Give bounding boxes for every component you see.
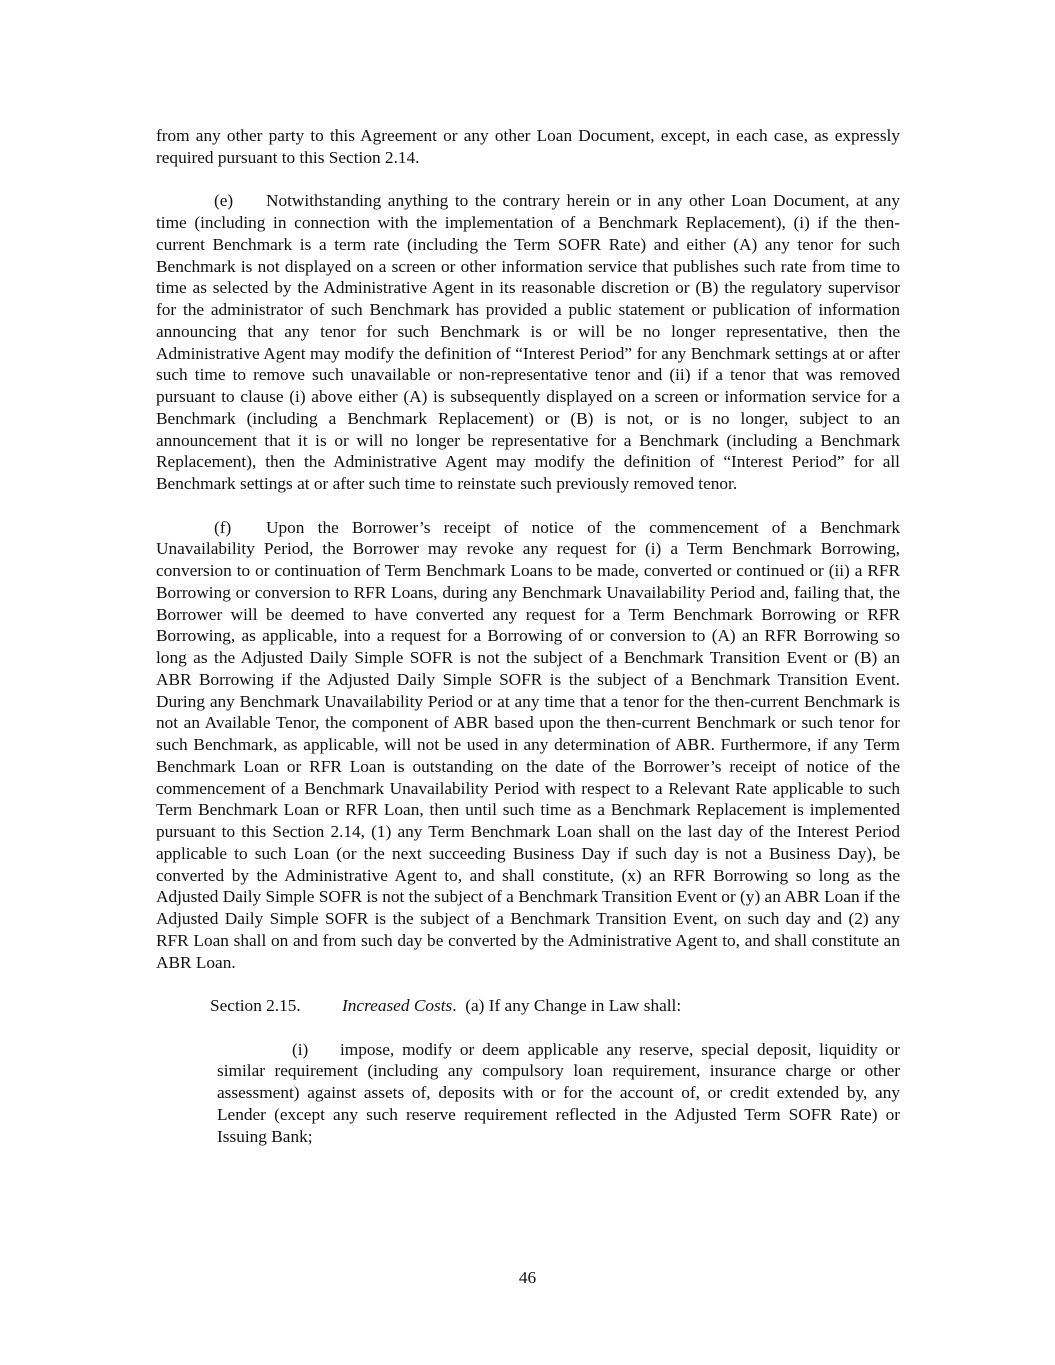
- section-title-punct: .: [452, 996, 457, 1015]
- document-page: [156, 125, 900, 1147]
- page-number: 46: [518, 1268, 537, 1287]
- paragraph-f-label: (f): [214, 517, 232, 537]
- paragraph-spacer: [156, 1017, 900, 1039]
- section-number: Section 2.15.: [210, 996, 301, 1015]
- paragraph-e: [156, 190, 900, 495]
- clause-i: [217, 1039, 900, 1148]
- paragraph-f-text: Upon the Borrower’s receipt of notice of the commencement of a Benchmark Unavailability Period, the Borrower may revoke any request for (i) a Term Benchmark Borrowing, conversion to or continuation of Term Benchmark Loans to be made, converted or continued or (ii) a RFR Borrowing or conversion to RFR Loans, during any Benchmark Unavailability Period and, failing that, the Borrower will be deemed to have converted any request for a Term Benchmark Borrowing or RFR Borrowing, as applicable, into a request for a Borrowing of or conversion to (A) an RFR Borrowing so long as the Adjusted Daily Simple SOFR is not the subject of a Benchmark Transition Event or (B) an ABR Borrowing if the Adjusted Daily Simple SOFR is the subject of a Benchmark Transition Event. During any Benchmark Unavailability Period or at any time that a tenor for the then-current Benchmark is not an Available Tenor, the component of ABR based upon the then-current Benchmark or such tenor for such Benchmark, as applicable, will not be used in any determination of ABR. Furthermore, if any Term Benchmark Loan or RFR Loan is outstanding on the date of the Borrower’s receipt of notice of the commencement of a Benchmark Unavailability Period with respect to a Relevant Rate applicable to such Term Benchmark Loan or RFR Loan, then until such time as a Benchmark Replacement is implemented pursuant to this Section 2.14, (1) any Term Benchmark Loan shall on the last day of the Interest Period applicable to such Loan (or the next succeeding Business Day if such day is not a Business Day), be converted by the Administrative Agent to, and shall constitute, (x) an RFR Borrowing so long as the Adjusted Daily Simple SOFR is not the subject of a Benchmark Transition Event or (y) an ABR Loan if the Adjusted Daily Simple SOFR is the subject of a Benchmark Transition Event, on such day and (2) any RFR Loan shall on and from such day be converted by the Administrative Agent to, and shall constitute an ABR Loan.: [156, 517, 900, 972]
- clause-i-text: impose, modify or deem applicable any reserve, special deposit, liquidity or similar requirement (including any compulsory loan requirement, insurance charge or other assessment) against assets of, deposits with or for the account of, or credit extended by, any Lender (except any such reserve requirement reflected in the Adjusted Term SOFR Rate) or Issuing Bank;: [217, 1039, 900, 1146]
- paragraph-spacer: [156, 169, 900, 191]
- paragraph-spacer: [156, 495, 900, 517]
- paragraph-f: [156, 517, 900, 974]
- paragraph-e-text: Notwithstanding anything to the contrary herein or in any other Loan Document, at any time (including in connection with the implementation of a Benchmark Replacement), (i) if the then-current Benchmark is a term rate (including the Term SOFR Rate) and either (A) any tenor for such Benchmark is not displayed on a screen or other information service that publishes such rate from time to time as selected by the Administrative Agent in its reasonable discretion or (B) the regulatory supervisor for the administrator of such Benchmark has provided a public statement or publication of information announcing that any tenor for such Benchmark is or will be no longer representative, then the Administrative Agent may modify the definition of “Interest Period” for any Benchmark settings at or after such time to remove such unavailable or non-representative tenor and (ii) if a tenor that was removed pursuant to clause (i) above either (A) is subsequently displayed on a screen or information service for a Benchmark (including a Benchmark Replacement) or (B) is not, or is no longer, subject to an announcement that it is or will no longer be representative for a Benchmark (including a Benchmark Replacement), then the Administrative Agent may modify the definition of “Interest Period” for all Benchmark settings at or after such time to reinstate such previously removed tenor.: [156, 191, 900, 493]
- paragraph-continuation-text: from any other party to this Agreement or any other Loan Document, except, in each case, as expressly required pursuant to this Section 2.14.: [156, 126, 900, 167]
- section-heading: [156, 995, 900, 1017]
- section-lead-text: (a) If any Change in Law shall:: [456, 996, 682, 1015]
- paragraph-e-label: (e): [214, 191, 234, 211]
- paragraph-spacer: [156, 973, 900, 995]
- paragraph-continuation: [156, 125, 900, 169]
- clause-i-label: (i): [292, 1039, 309, 1059]
- section-title: Increased Costs: [342, 996, 453, 1015]
